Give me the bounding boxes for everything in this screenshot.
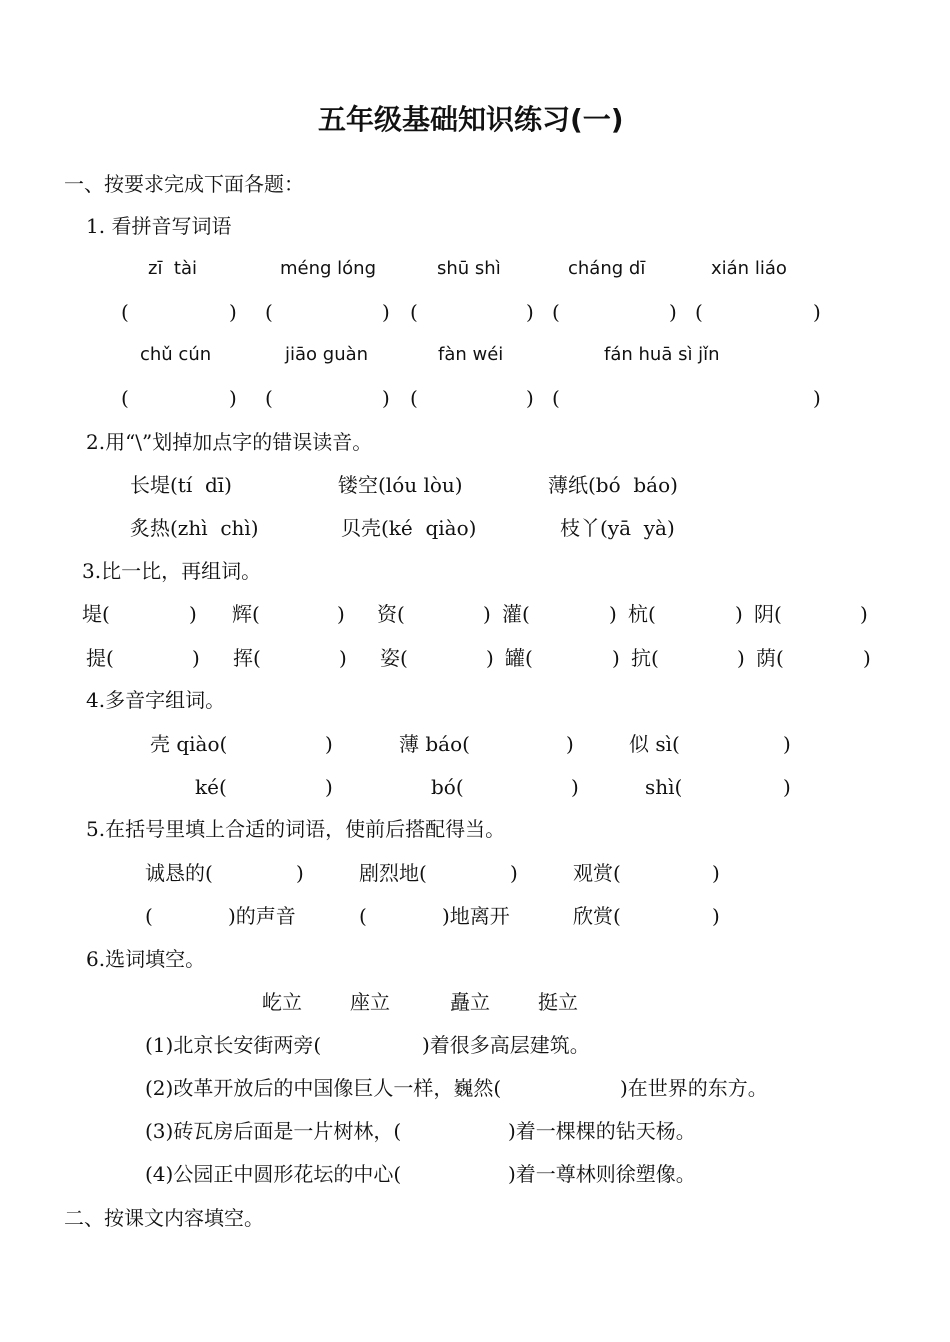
compare-char: 灌(: [502, 602, 530, 626]
reading-item: 贝壳(ké qiào): [341, 516, 477, 540]
compare-char: 堤(: [82, 602, 110, 626]
compare-close: ): [192, 646, 200, 670]
answer-blank-close: ): [229, 300, 237, 324]
compare-char: 资(: [377, 602, 405, 626]
question-5-heading: 5.在括号里填上合适的词语，使前后搭配得当。: [86, 817, 506, 841]
collocation-open: (: [359, 904, 367, 928]
collocation-item: )地离开: [442, 904, 510, 928]
question-6-heading: 6.选词填空。: [86, 947, 206, 971]
compare-close: ): [735, 602, 743, 626]
sentence-2-part-b: )在世界的东方。: [620, 1076, 768, 1100]
answer-blank-open: (: [552, 386, 560, 410]
answer-blank-close: ): [229, 386, 237, 410]
polyphone-close: ): [783, 775, 791, 799]
pinyin-fanhuasijin: fán huā sì jǐn: [604, 344, 720, 365]
answer-blank-open: (: [265, 300, 273, 324]
compare-close: ): [612, 646, 620, 670]
answer-blank-open: (: [265, 386, 273, 410]
pinyin-menglong: méng lóng: [280, 258, 377, 279]
question-2-heading: 2.用“\”划掉加点字的错误读音。: [86, 430, 373, 454]
pinyin-xianliao: xián liáo: [711, 258, 787, 279]
answer-blank-close: ): [382, 300, 390, 324]
compare-char: 挥(: [233, 646, 261, 670]
compare-close: ): [339, 646, 347, 670]
section-heading-2: 二、按课文内容填空。: [64, 1206, 264, 1230]
polyphone-close: ): [571, 775, 579, 799]
word-choice: 座立: [350, 990, 390, 1014]
sentence-3-part-b: )着一棵棵的钻天杨。: [508, 1119, 696, 1143]
sentence-3-part-a: (3)砖瓦房后面是一片树林，(: [145, 1119, 402, 1143]
compare-close: ): [337, 602, 345, 626]
sentence-4-part-b: )着一尊林则徐塑像。: [508, 1162, 696, 1186]
reading-item: 镂空(lóu lòu): [338, 473, 463, 497]
answer-blank-open: (: [695, 300, 703, 324]
collocation-item: 观赏(: [573, 861, 621, 885]
answer-blank-close: ): [382, 386, 390, 410]
question-3-heading: 3.比一比，再组词。: [82, 559, 262, 583]
answer-blank-open: (: [552, 300, 560, 324]
sentence-1-part-b: )着很多高层建筑。: [422, 1033, 590, 1057]
answer-blank-close: ): [526, 386, 534, 410]
sentence-4-part-a: (4)公园正中圆形花坛的中心(: [145, 1162, 402, 1186]
compare-char: 杭(: [628, 602, 656, 626]
polyphone-close: ): [325, 775, 333, 799]
compare-char: 姿(: [380, 646, 408, 670]
compare-close: ): [486, 646, 494, 670]
answer-blank-close: ): [526, 300, 534, 324]
polyphone-item: 薄 báo(: [399, 732, 470, 756]
pinyin-fanwei: fàn wéi: [438, 344, 504, 365]
polyphone-item: 壳 qiào(: [150, 732, 228, 756]
compare-close: ): [483, 602, 491, 626]
compare-char: 辉(: [232, 602, 260, 626]
answer-blank-open: (: [121, 386, 129, 410]
compare-close: ): [609, 602, 617, 626]
reading-item: 长堤(tí dī): [130, 473, 232, 497]
polyphone-item: bó(: [431, 775, 464, 799]
pinyin-jiaoguan: jiāo guàn: [285, 344, 369, 365]
polyphone-close: ): [783, 732, 791, 756]
sentence-2-part-a: (2)改革开放后的中国像巨人一样，巍然(: [145, 1076, 502, 1100]
compare-char: 阴(: [754, 602, 782, 626]
collocation-item: )的声音: [228, 904, 296, 928]
collocation-close: ): [712, 904, 720, 928]
collocation-open: (: [145, 904, 153, 928]
compare-char: 罐(: [505, 646, 533, 670]
pinyin-shushi: shū shì: [437, 258, 501, 279]
answer-blank-open: (: [410, 300, 418, 324]
collocation-close: ): [510, 861, 518, 885]
polyphone-item: ké(: [195, 775, 227, 799]
question-4-heading: 4.多音字组词。: [86, 688, 226, 712]
compare-char: 荫(: [756, 646, 784, 670]
polyphone-close: ): [566, 732, 574, 756]
pinyin-changdi: cháng dī: [568, 258, 646, 279]
collocation-item: 剧烈地(: [359, 861, 427, 885]
question-1-heading: 1. 看拼音写词语: [86, 214, 232, 238]
word-choice: 矗立: [450, 990, 490, 1014]
polyphone-close: ): [325, 732, 333, 756]
reading-item: 枝丫(yā yà): [560, 516, 675, 540]
pinyin-zitai: zī tài: [148, 258, 197, 279]
compare-close: ): [860, 602, 868, 626]
collocation-item: 欣赏(: [573, 904, 621, 928]
compare-char: 抗(: [631, 646, 659, 670]
polyphone-item: shì(: [645, 775, 683, 799]
compare-char: 提(: [86, 646, 114, 670]
answer-blank-open: (: [121, 300, 129, 324]
sentence-1-part-a: (1)北京长安街两旁(: [145, 1033, 322, 1057]
collocation-close: ): [296, 861, 304, 885]
word-choice: 挺立: [538, 990, 578, 1014]
answer-blank-open: (: [410, 386, 418, 410]
answer-blank-close: ): [813, 300, 821, 324]
collocation-close: ): [712, 861, 720, 885]
answer-blank-close: ): [669, 300, 677, 324]
reading-item: 炙热(zhì chì): [130, 516, 259, 540]
compare-close: ): [189, 602, 197, 626]
answer-blank-close: ): [813, 386, 821, 410]
pinyin-chucun: chǔ cún: [140, 344, 212, 365]
word-choice: 屹立: [262, 990, 302, 1014]
compare-close: ): [737, 646, 745, 670]
polyphone-item: 似 sì(: [629, 732, 680, 756]
collocation-item: 诚恳的(: [145, 861, 213, 885]
section-heading-1: 一、按要求完成下面各题：: [64, 172, 304, 196]
page-title: 五年级基础知识练习(一): [318, 103, 624, 136]
compare-close: ): [863, 646, 871, 670]
reading-item: 薄纸(bó báo): [548, 473, 678, 497]
